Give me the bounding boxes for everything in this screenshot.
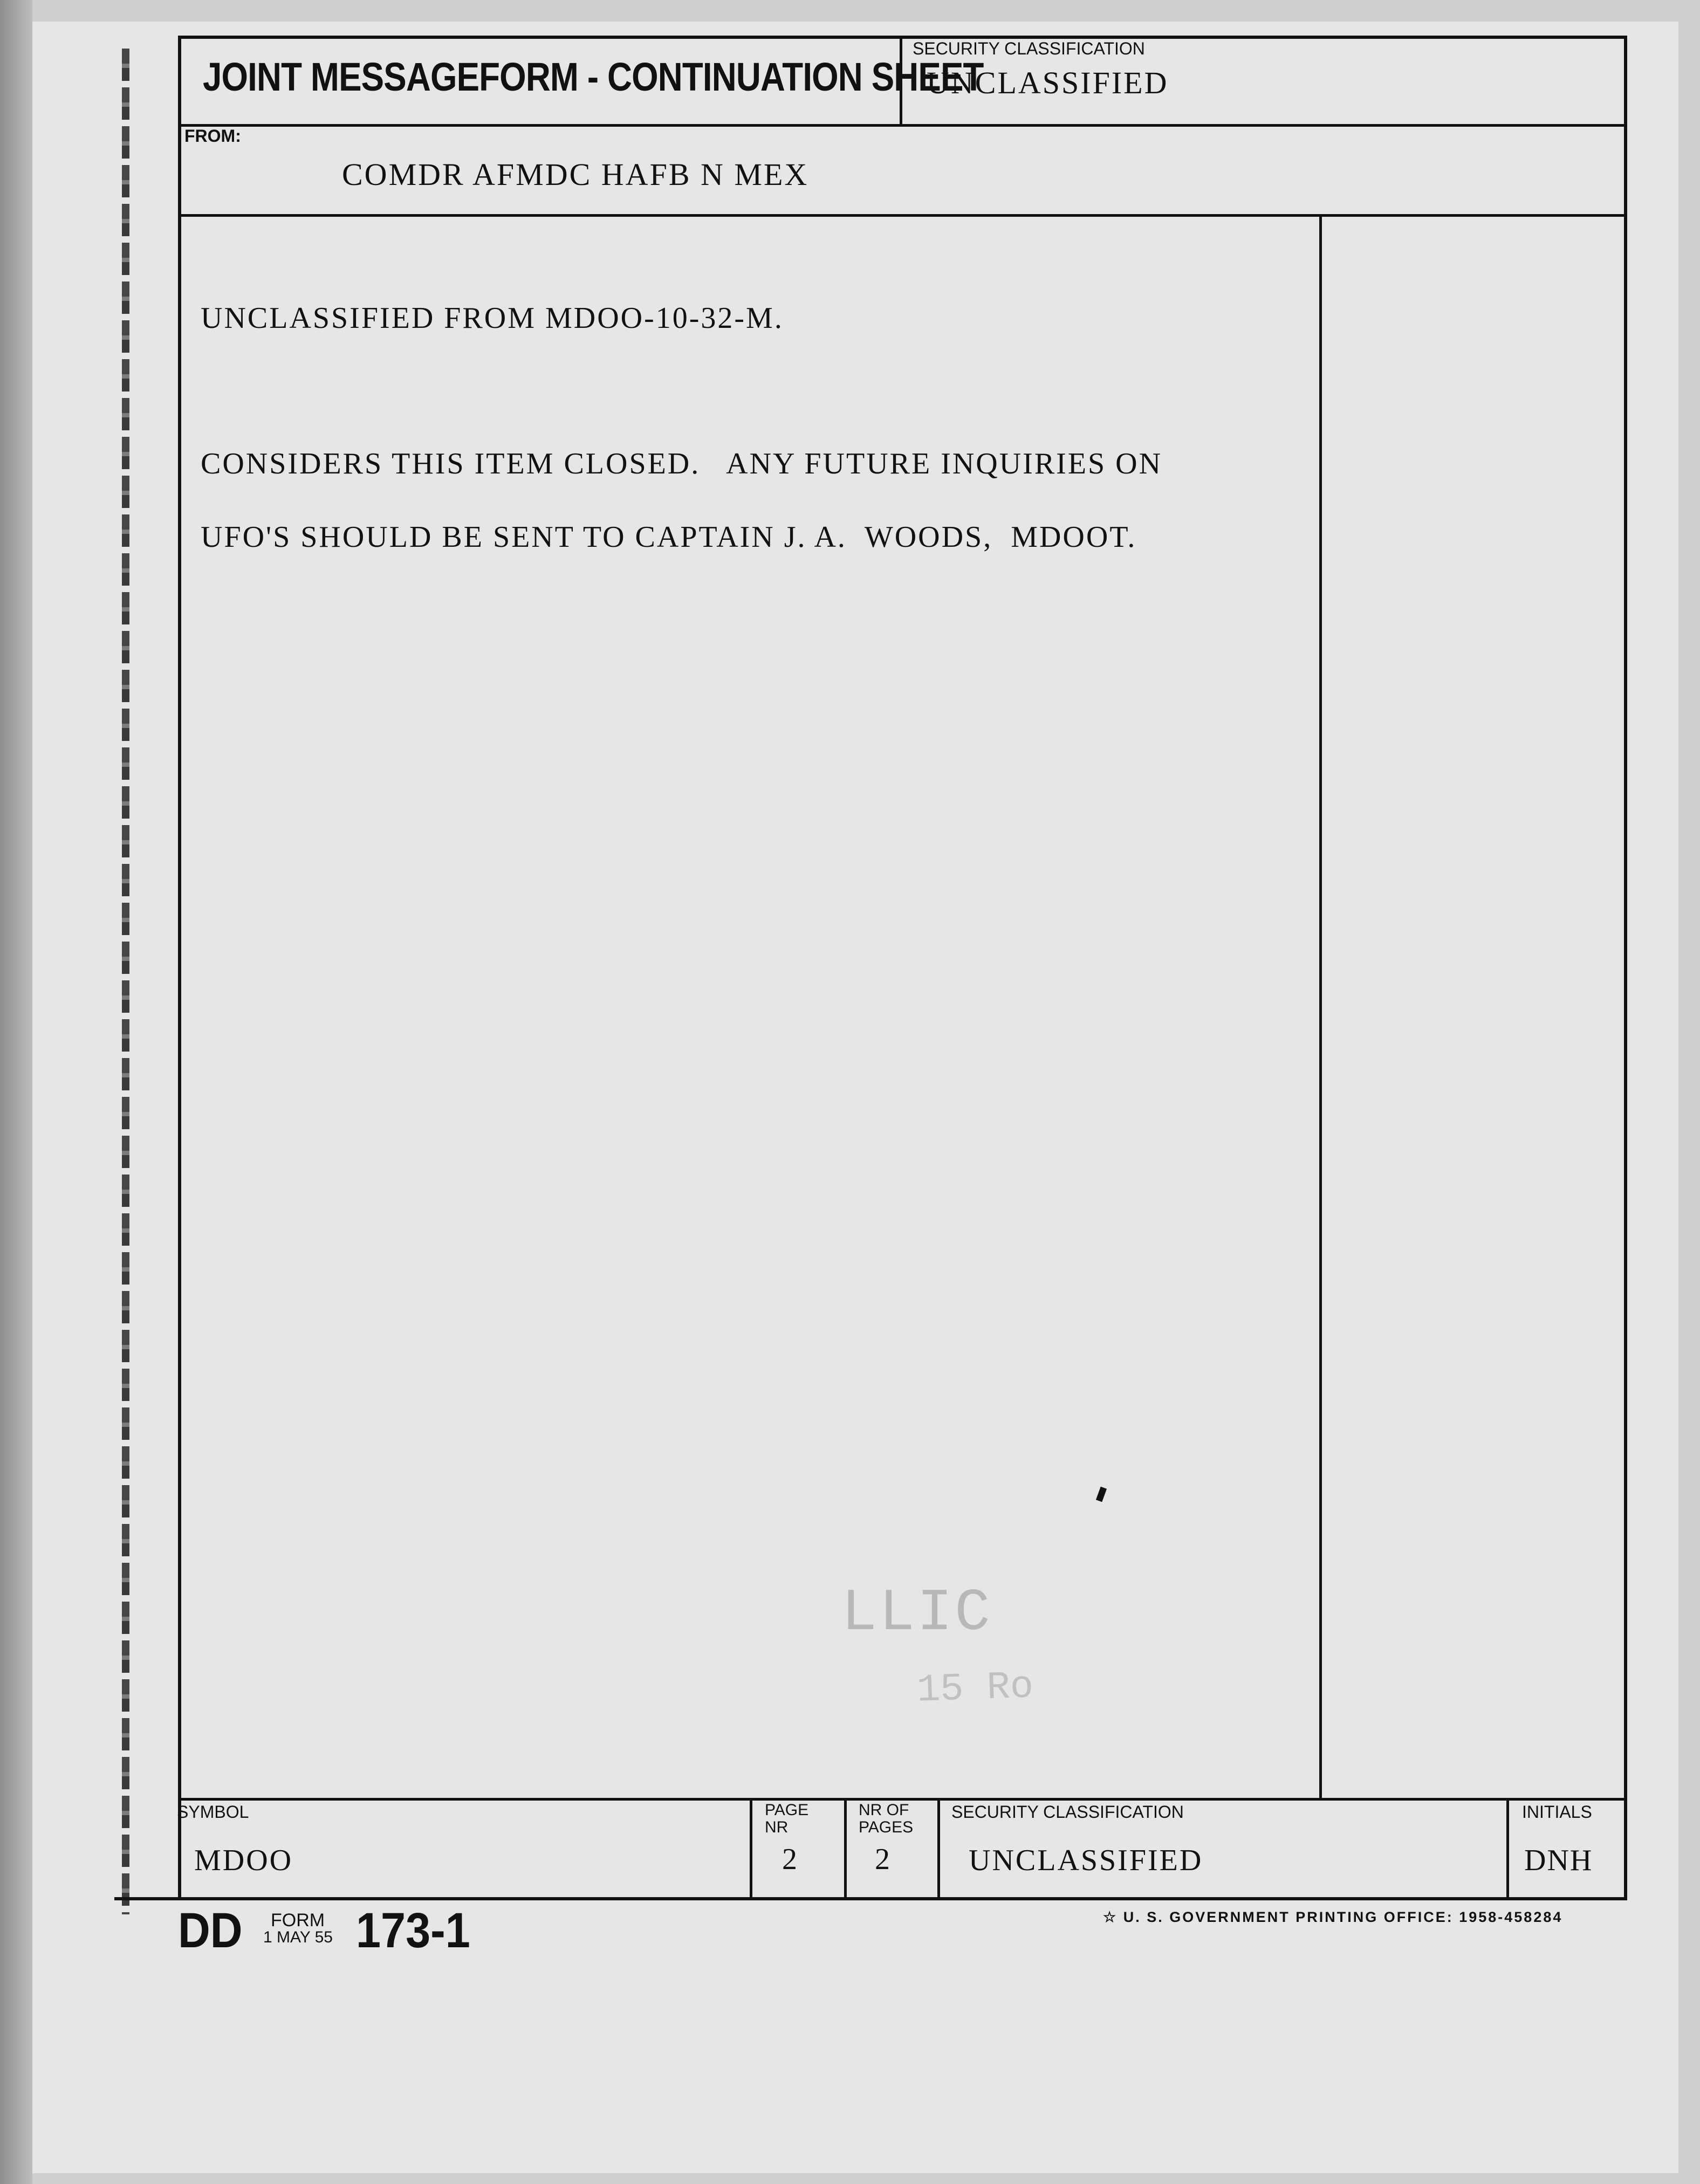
symbol-label: SYMBOL [177, 1802, 249, 1822]
header-bottom-rule [181, 124, 1627, 127]
security-classification-label: SECURITY CLASSIFICATION [913, 39, 1145, 58]
faint-stamp-line-2: 15 Ro [916, 1664, 1034, 1713]
margin-column-rule [1319, 214, 1322, 1800]
form-right-border [1624, 36, 1627, 1900]
form-left-border [178, 36, 181, 1900]
footer-security-label: SECURITY CLASSIFICATION [951, 1802, 1184, 1822]
faint-stamp-line-1: LLIC [841, 1580, 993, 1647]
footer-divider-security [1506, 1798, 1509, 1899]
footer-divider-page [844, 1798, 847, 1899]
nr-of-pages-value: 2 [875, 1843, 890, 1876]
message-line-3: UFO'S SHOULD BE SENT TO CAPTAIN J. A. WOODS, MDOOT. [201, 520, 1137, 554]
initials-label: INITIALS [1522, 1802, 1592, 1822]
initials-value: DNH [1524, 1844, 1593, 1877]
message-line-2: CONSIDERS THIS ITEM CLOSED. ANY FUTURE INQUIRIES ON [201, 447, 1163, 480]
printing-office-note: ☆ U. S. GOVERNMENT PRINTING OFFICE: 1958-458284 [1103, 1909, 1563, 1925]
footer-divider-pages [937, 1798, 940, 1899]
footer-divider-symbol [750, 1798, 752, 1899]
form-top-border [181, 36, 1627, 39]
footer-top-rule [181, 1798, 1627, 1801]
form-bottom-border [114, 1897, 1627, 1900]
page-nr-value: 2 [782, 1843, 797, 1876]
form-word: FORM [271, 1910, 325, 1931]
form-number: 173-1 [356, 1903, 470, 1958]
form-date: 1 MAY 55 [263, 1928, 333, 1946]
footer-security-value: UNCLASSIFIED [969, 1844, 1203, 1877]
message-line-1: UNCLASSIFIED FROM MDOO-10-32-M. [201, 301, 784, 335]
from-label: FROM: [184, 126, 241, 146]
from-bottom-rule [181, 214, 1627, 217]
page-nr-label-line-2: NR [765, 1818, 789, 1836]
form-dd-code: DD [178, 1903, 243, 1958]
page-nr-label-line-1: PAGE [765, 1801, 809, 1819]
nr-of-pages-label-line-1: NR OF [859, 1801, 909, 1819]
scan-edge [0, 0, 32, 2184]
symbol-value: MDOO [194, 1844, 293, 1877]
security-classification-value: UNCLASSIFIED [927, 65, 1169, 100]
from-value: COMDR AFMDC HAFB N MEX [342, 157, 809, 192]
form-title: JOINT MESSAGEFORM - CONTINUATION SHEET [203, 54, 984, 99]
perforation-strip [122, 49, 129, 1914]
nr-of-pages-label-line-2: PAGES [859, 1818, 914, 1836]
